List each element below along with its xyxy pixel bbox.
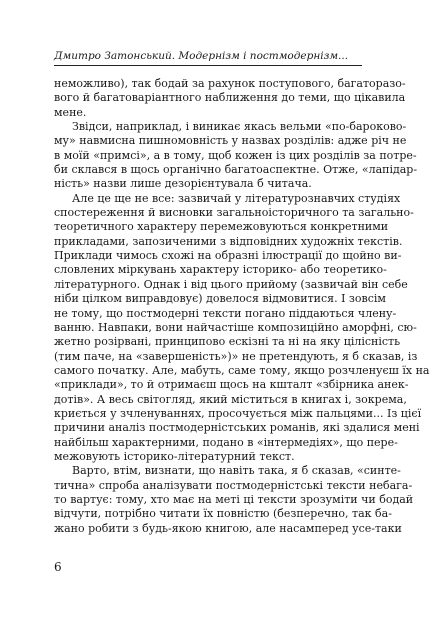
paragraph	[54, 464, 414, 536]
text-line: Приклади чимось схожі на образні ілюстрації до щойно ви-	[54, 249, 402, 263]
text-line: вого й багатоваріантного наближення до теми, що цікавила	[54, 91, 406, 105]
body-text	[54, 77, 430, 536]
text-line: му» навмисна пишномовність у назвах розділів: адже річ не	[54, 134, 407, 148]
text-line: самого початку. Але, мабуть, саме тому, якщо розчленуєш їх на	[54, 363, 430, 377]
text-line: найбільш характерними, подано в «інтермедіях», що пере-	[54, 435, 398, 449]
text-line: «приклади», то й отримаєш щось на кшталт «збірника анек-	[54, 378, 409, 392]
text-line: тична» спроба аналізувати постмодерністські тексти небага-	[54, 478, 413, 492]
text-line: літературного. Однак і від цього прийому (зазвичай він себе	[54, 277, 408, 291]
text-line: відчути, потрібно читати їх повністю (безперечно, так ба-	[54, 507, 392, 521]
paragraph	[54, 77, 406, 120]
text-line: ніби цілком виправдовує) довелося відмовитися. І зовсім	[54, 292, 386, 306]
text-line: неможливо), так бодай за рахунок поступового, багаторазо-	[54, 77, 406, 90]
text-line: словлених міркувань характеру історико- або теоретико-	[54, 263, 387, 277]
text-line: то вартує: тому, хто має на меті ці тексти зрозуміти чи бодай	[54, 492, 414, 506]
text-line: прикладами, запозиченими з відповідних художніх текстів.	[54, 234, 403, 248]
text-line: Звідси, наприклад, і виникає якась вельми «по-бароково-	[72, 120, 407, 134]
text-line: (тим паче, на «завершеність»)» не претендують, я б сказав, із	[54, 349, 418, 363]
text-line: спостереження й висновки загальноісторичного та загально-	[54, 206, 414, 220]
text-line: причини аналіз постмодерністських романів, які здалися мені	[54, 421, 420, 435]
text-line: криється у зчленуваннях, просочується між пальцями... Із цієї	[54, 406, 422, 420]
text-line: дотів». А весь світогляд, який міститься в книгах і, зокрема,	[54, 392, 407, 406]
text-line: жано робити з будь-якою книгою, але насамперед усе-таки	[54, 521, 402, 535]
text-line: Але це ще не все: зазвичай у літературознавчих студіях	[72, 191, 401, 205]
text-line: ність» назви лише дезорієнтувала б читача.	[54, 177, 312, 191]
text-line: межовують історико-літературний текст.	[54, 449, 295, 463]
text-line: не тому, що постмодерні тексти погано піддаються члену-	[54, 306, 397, 320]
paragraph	[54, 191, 430, 465]
text-line: в моїй «примсі», а в тому, щоб кожен із цих розділів за потре-	[54, 148, 417, 162]
text-line: би склався в щось органічно багатоаспектне. Отже, «лапідар-	[54, 163, 418, 177]
paragraph	[54, 120, 418, 192]
page-number: 6	[54, 560, 62, 574]
running-header: Дмитро Затонський. Модернізм і постмодернізм...	[54, 50, 362, 66]
text-line: мене.	[54, 105, 87, 119]
text-line: Варто, втім, визнати, що навіть така, я б сказав, «синте-	[72, 464, 401, 478]
text-line: жетно розірвані, принципово ескізні та ні на яку цілісність	[54, 335, 401, 349]
text-line: ванню. Навпаки, вони найчастіше композиційно аморфні, сю-	[54, 320, 417, 334]
text-line: теоретичного характеру перемежовуються конкретними	[54, 220, 389, 234]
